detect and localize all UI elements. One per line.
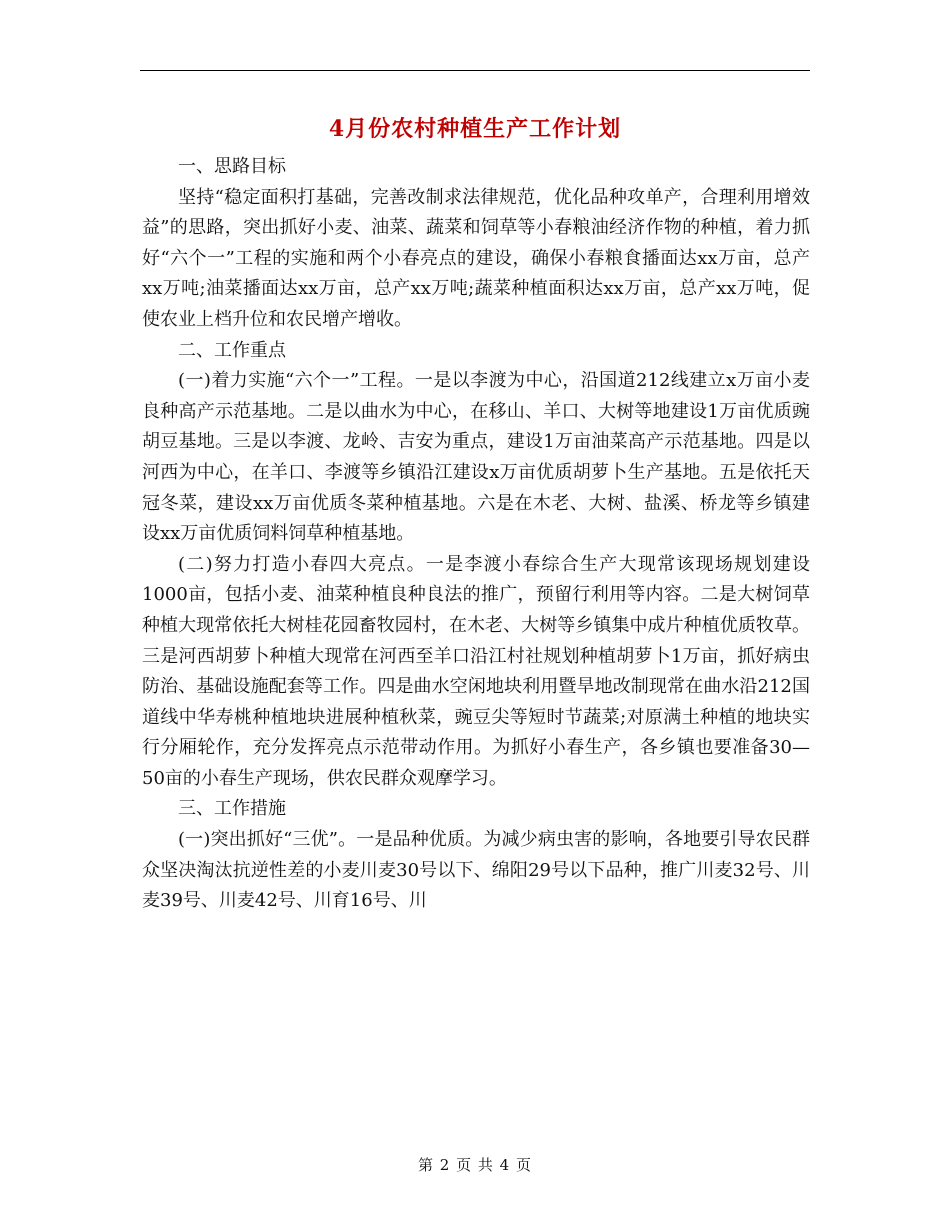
page-number-footer: 第 2 页 共 4 页: [418, 1156, 532, 1174]
document-title: 4月份农村种植生产工作计划: [328, 116, 622, 142]
section-heading-3: 三、工作措施: [178, 798, 286, 820]
paragraph-2: (一)着力实施“六个一”工程。一是以李渡为中心，沿国道212线建立x万亩小麦良种高产示范基地。二是以曲水为中心，在移山、羊口、大树等地建设1万亩优质豌胡豆基地。三是以李渡、龙岭、吉安为重点，建设1万亩油菜高产示范基地。四是以河西为中心，在羊口、李渡等乡镇沿江建设x万亩优质胡萝卜生产基地。五是依托天冠冬菜，建设xx万亩优质冬菜种植基地。六是在木老、大树、盐溪、桥龙等乡镇建设xx万亩优质饲料饲草种植基地。: [142, 370, 810, 545]
paragraph-4: (一)突出抓好“三优”。一是品种优质。为减少病虫害的影响，各地要引导农民群众坚决淘汰抗逆性差的小麦川麦30号以下、绵阳29号以下品种，推广川麦32号、川麦39号、川麦42号、川育16号、川: [142, 829, 810, 912]
document-body: [142, 152, 810, 917]
section-heading-2: 二、工作重点: [178, 339, 286, 361]
section-heading-1: 一、思路目标: [178, 156, 286, 177]
paragraph-3: (二)努力打造小春四大亮点。一是李渡小春综合生产大现常该现场规划建设1000亩，包括小麦、油菜种植良种良法的推广，预留行利用等内容。二是大树饲草种植大现常依托大树桂花园畜牧园村，在木老、大树等乡镇集中成片种植优质牧草。三是河西胡萝卜种植大现常在河西至羊口沿江村社规划种植胡萝卜1万亩，抓好病虫防治、基础设施配套等工作。四是曲水空闲地块利用暨旱地改制现常在曲水沿212国道线中华寿桃种植地块进展种植秋菜，豌豆尖等短时节蔬菜;对原满土种植的地块实行分厢轮作，充分发挥亮点示范带动作用。为抓好小春生产，各乡镇也要准备30—50亩的小春生产现场，供农民群众观摩学习。: [142, 553, 810, 789]
paragraph-1: 坚持“稳定面积打基础，完善改制求法律规范，优化品种攻单产，合理利用增效益”的思路，突出抓好小麦、油菜、蔬菜和饲草等小春粮油经济作物的种植，着力抓好“六个一”工程的实施和两个小春亮点的建设，确保小春粮食播面达xx万亩，总产xx万吨;油菜播面达xx万亩，总产xx万吨;蔬菜种植面积达xx万亩，总产xx万吨，促使农业上档升位和农民增产增收。: [142, 186, 810, 330]
header-rule: [140, 70, 810, 71]
